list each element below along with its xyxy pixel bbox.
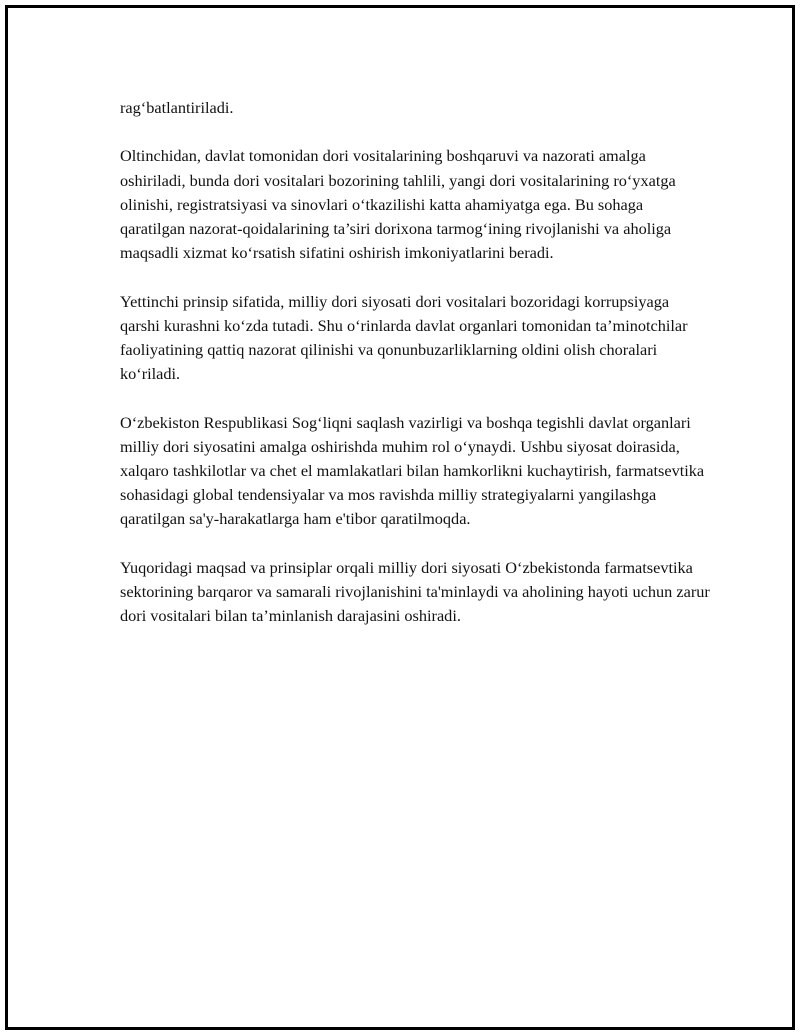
document-body	[120, 96, 710, 653]
paragraph-sixth-principle: Oltinchidan, davlat tomonidan dori vositalarining boshqaruvi va nazorati amalga oshiriladi, bunda dori vositalari bozorining tahlili, yangi dori vositalarining ro‘yxatga olinishi, registratsiyasi va sinovlari o‘tkazilishi katta ahamiyatga ega. Bu sohaga qaratilgan nazorat-qoidalarining ta’siri dorixona tarmog‘ining rivojlanishi va aholiga maqsadli xizmat ko‘rsatish sifatini oshirish imkoniyatlarini beradi.	[120, 146, 676, 263]
paragraph-seventh-principle: Yettinchi prinsip sifatida, milliy dori siyosati dori vositalari bozoridagi korrupsiyaga qarshi kurashni ko‘zda tutadi. Shu o‘rinlarda davlat organlari tomonidan ta’minotchilar faoliyatining qattiq nazorat qilinishi va qonunbuzarliklarning oldini olish choralari ko‘riladi.	[120, 291, 688, 384]
paragraph-ministry-role: O‘zbekiston Respublikasi Sog‘liqni saqlash vazirligi va boshqa tegishli davlat organlari milliy dori siyosatini amalga oshirishda muhim rol o‘ynaydi. Ushbu siyosat doirasida, xalqaro tashkilotlar va chet el mamlakatlari bilan hamkorlikni kuchaytirish, farmatsevtika sohasidagi global tendensiyalar va mos ravishda milliy strategiyalarni yangilashga qaratilgan sa'y-harakatlarga ham e'tibor qaratilmoqda.	[120, 412, 705, 529]
paragraph-continuation: rag‘batlantiriladi.	[120, 98, 234, 117]
paragraph-conclusion: Yuqoridagi maqsad va prinsiplar orqali milliy dori siyosati O‘zbekistonda farmatsevtika sektorining barqaror va samarali rivojlanishini ta'minlaydi va aholining hayoti uchun zarur dori vositalari bilan ta’minlanish darajasini oshiradi.	[120, 557, 710, 626]
document-page	[5, 5, 795, 1030]
